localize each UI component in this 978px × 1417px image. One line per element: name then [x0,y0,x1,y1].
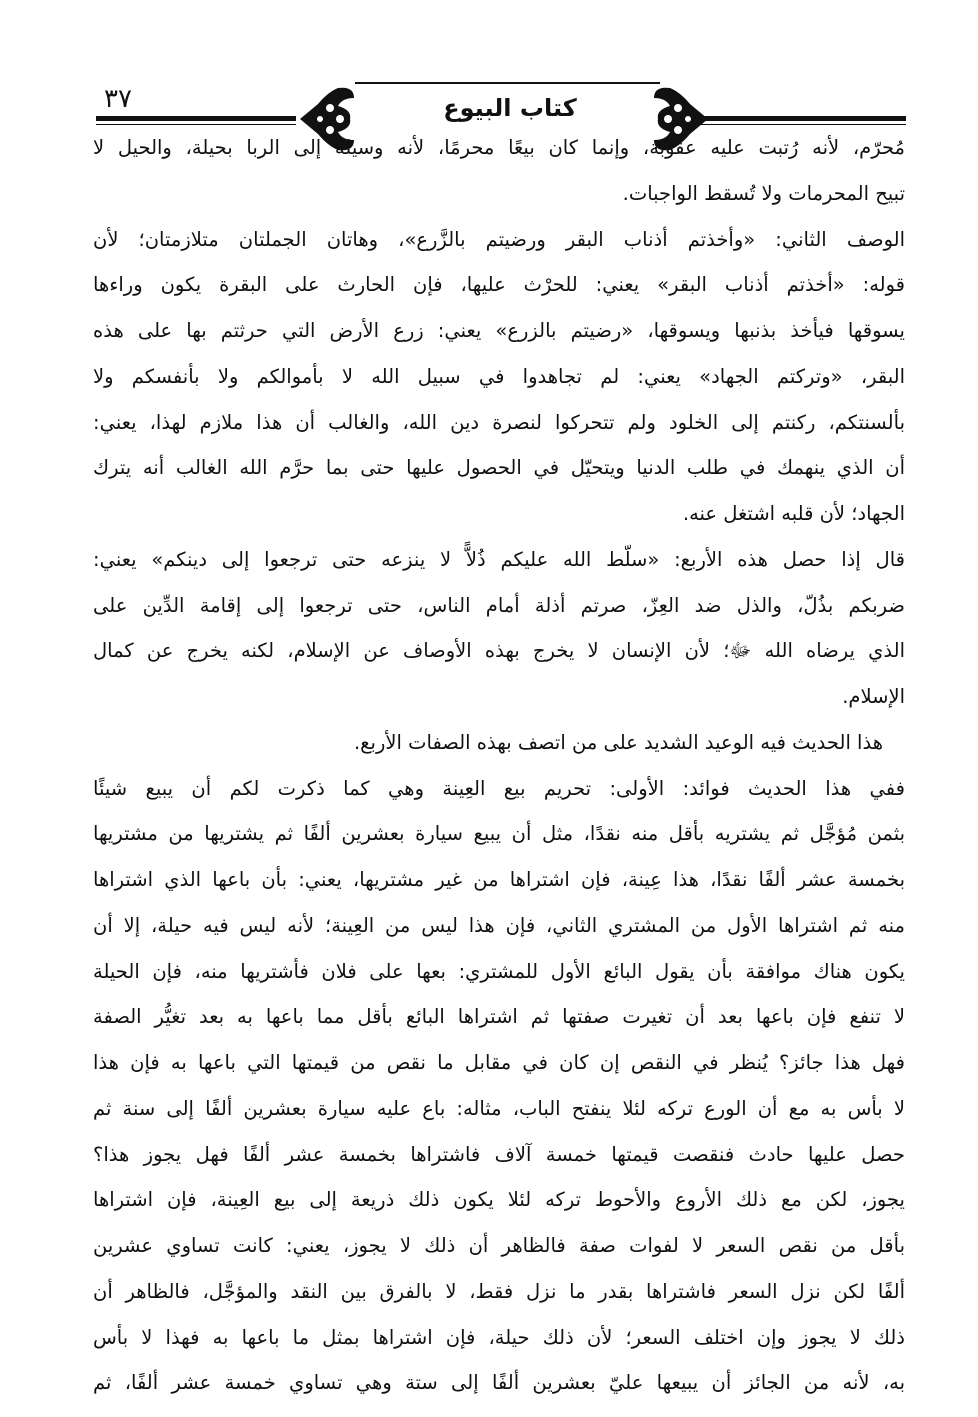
text-line: بأقل من نقص السعر لا لفوات صفة فالظاهر أن ذلك لا يجوز، يعني: كانت تساوي عشرين [93,1234,905,1257]
text-line: حصل عليها حادث فنقصت قيمتها خمسة آلاف فاشتراها بخمسة عشر ألفًا فهل يجوز هذا؟ [93,1143,905,1166]
text-line: الجهاد؛ لأن قلبه اشتغل عنه. [682,502,905,525]
text-line: البقر، «وتركتم الجهاد» يعني: لم تجاهدوا في سبيل الله لا بأموالكم ولا بأنفسكم ولا [93,365,905,388]
text-line: ألفًا لكن نزل السعر فاشتراها بقدر ما نزل فقط، لا بالفرق بين النقد والمؤجَّل، فالظاهر أن [93,1280,905,1303]
chapter-title: كتاب البيوع [443,94,577,122]
text-line: الوصف الثاني: «وأخذتم أذناب البقر ورضيتم بالزَّرع»، وهاتان الجملتان متلازمتان؛ لأن [93,228,905,251]
text-line: به، لأنه من الجائز أن يبيعها عليّ بعشرين ألفًا إلى ستة وهي تساوي خمسة عشر ألفًا، ثم [93,1371,905,1394]
text-line: ضربكم بذُلّ، والذل ضد العِزّ، صرتم أذلة أمام الناس، حتى ترجعوا إلى إقامة الدِّين على [93,594,905,617]
text-line: فهل هذا جائز؟ يُنظر في النقص إن كان في مقابل ما نقص من قيمتها التي باعها به فإن هذا [93,1051,905,1074]
text-line: لا بأس به مع أن الورع تركه لئلا ينفتح الباب، مثاله: باع عليه سيارة بعشرين ألفًا إلى سنة ثم [93,1097,905,1120]
text-line: قال إذا حصل هذه الأربع: «سلّط الله عليكم ذُلاًّ لا ينزعه حتى ترجعوا إلى دينكم» يعني: [93,548,905,571]
text-line: يكون هناك موافقة بأن يقول البائع الأول للمشتري: بعها على فلان فأشتريها منه، فإن الحيلة [93,960,905,983]
header-rule-right-thin [700,124,906,125]
text-line: هذا الحديث فيه الوعيد الشديد على من اتصف بهذه الصفات الأربع. [353,731,883,754]
header-rule-left [96,116,296,121]
header-rule-left-thin [96,124,296,125]
text-line: يجوز، لكن مع ذلك الأروع والأحوط تركه لئلا يكون ذلك ذريعة إلى بيع العِينة، فإن اشتراها [93,1188,905,1211]
text-line: الإسلام. [842,685,905,708]
text-line: بألسنتكم، ركنتم إلى الخلود ولم تتحركوا لنصرة دين الله، والغالب أن هذا ملازم لهذا، يعني: [93,411,905,434]
text-line: بخمسة عشر ألفًا نقدًا، هذا عِينة، فإن اشتراها من غير مشتريها، يعني: بأن باعها الذي اشتراها [93,868,905,891]
text-line: لا تنفع فإن باعها بعد أن تغيرت صفتها ثم اشتراها البائع بأقل مما باعها به بعد تغيُّر الصفة [93,1005,905,1028]
text-line: بثمن مُؤجَّل ثم يشتريه بأقل منه نقدًا، مثل أن يبيع سيارة بعشرين ألفًا ثم يشتريها من مشتريها [93,822,905,845]
header-rule-right [700,116,906,121]
text-line: تبيح المحرمات ولا تُسقط الواجبات. [622,182,905,205]
text-line: الذي يرضاه الله ﷻ؛ لأن الإنسان لا يخرج بهذه الأوصاف عن الإسلام، لكنه يخرج عن كمال [93,639,905,662]
text-line: ففي هذا الحديث فوائد: الأولى: تحريم بيع العِينة وهي كما ذكرت لكم أن يبيع شيئًا [93,777,905,800]
text-line: أن الذي ينهمك في طلب الدنيا ويتحيّل في الحصول عليها حتى بما حرَّم الله الغالب أنه يترك [93,456,905,479]
header-rule-top [355,82,660,84]
text-line: قوله: «أخذتم أذناب البقر» يعني: للحرْث عليها، فإن الحارث على البقرة يكون وراءها [93,273,905,296]
text-line: يسوقها فيأخذ بذنبها ويسوقها، «رضيتم بالزرع» يعني: زرع الأرض التي حرثتم بها على هذه [93,319,905,342]
text-line: منه ثم اشتراها الأول من المشتري الثاني، فإن هذا ليس من العِينة؛ لأنه ليس فيه حيلة، إلا أن [93,914,905,937]
text-line: مُحرّم، لأنه رُتبت عليه عقوبة، وإنما كان بيعًا محرمًا، لأنه وسيلة إلى الربا بحيلة، والحيل لا [93,136,905,159]
page-number: ٣٧ [104,84,132,114]
text-line: ذلك لا يجوز وإن اختلف السعر؛ لأن ذلك حيلة، فإن اشتراها بمثل ما باعها به فهذا لا بأس [93,1326,905,1349]
